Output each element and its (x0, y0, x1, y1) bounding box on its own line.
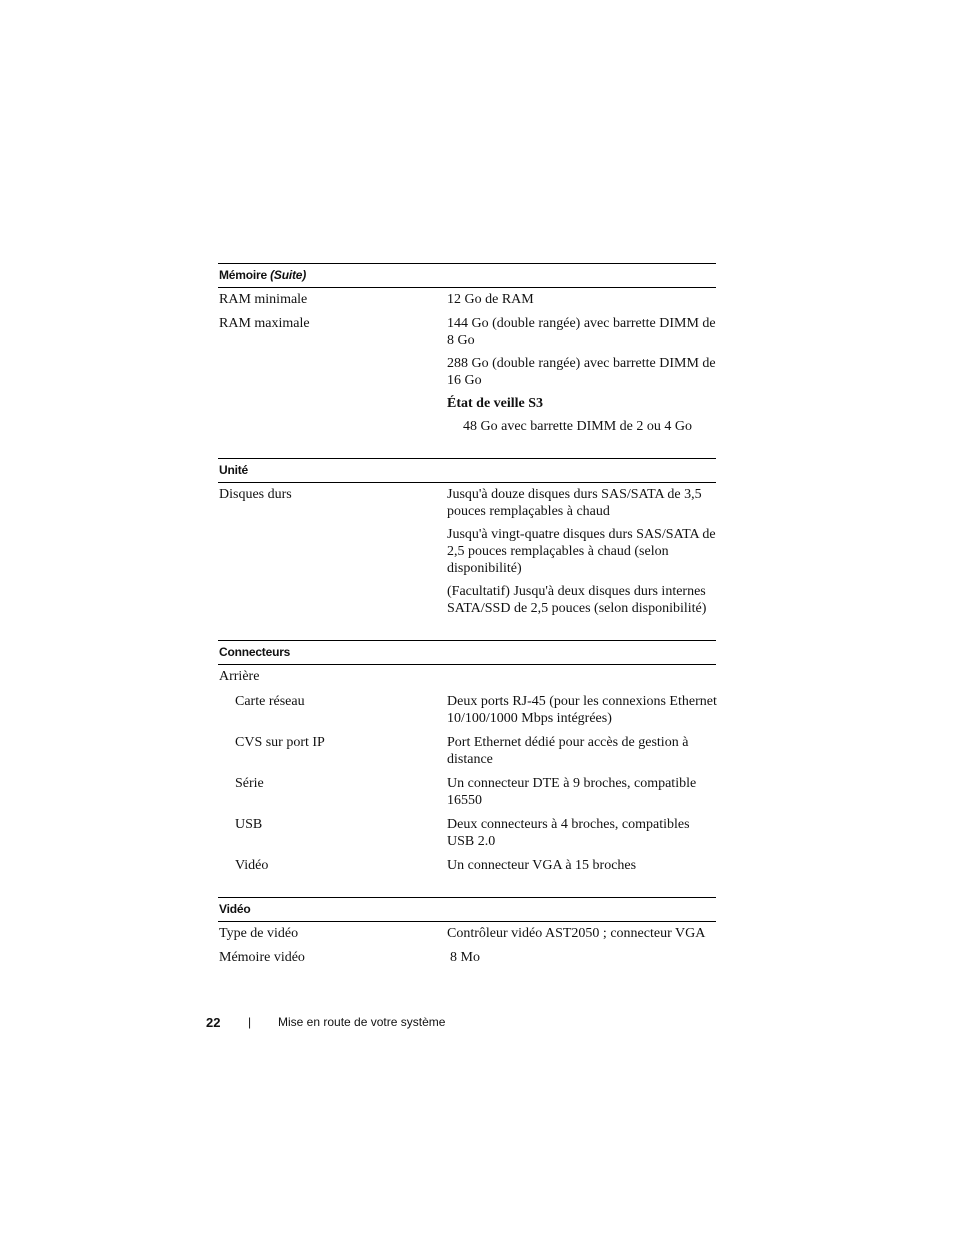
section-heading-memoire (218, 263, 716, 288)
page-number: 22 (206, 1015, 221, 1030)
spec-row-disques-durs (218, 486, 716, 617)
spec-row-type-de-video (218, 925, 716, 942)
spec-row-video (218, 857, 716, 874)
spec-value: Un connecteur DTE à 9 broches, compatible 16550 (447, 776, 697, 808)
spec-subheading-veille-s3: État de veille S3 (447, 396, 544, 411)
spec-value: Deux connecteurs à 4 broches, compatibles USB 2.0 (447, 817, 690, 849)
footer-title: Mise en route de votre système (278, 1015, 446, 1029)
section-unite (218, 458, 716, 640)
spec-label: Arrière (219, 669, 260, 684)
section-video (218, 897, 716, 989)
spec-value: Jusqu'à vingt-quatre disques durs SAS/SATA de 2,5 pouces remplaçables à chaud (selon disponibilité) (447, 527, 716, 576)
spec-value: 288 Go (double rangée) avec barrette DIMM de 16 Go (447, 356, 716, 388)
spec-value: Port Ethernet dédié pour accès de gestion à distance (447, 735, 689, 767)
spec-label: RAM maximale (219, 316, 310, 331)
section-heading-unite (218, 458, 716, 483)
spec-row-usb (218, 816, 716, 850)
spec-row-serie (218, 775, 716, 809)
spec-label: Mémoire vidéo (219, 950, 305, 965)
spec-label: Série (235, 776, 264, 791)
spec-row-ram-maximale (218, 315, 716, 435)
section-title: Unité (219, 463, 249, 477)
spec-row-memoire-video (218, 949, 716, 966)
spec-value: Contrôleur vidéo AST2050 ; connecteur VGA (447, 926, 706, 941)
spec-row-carte-reseau (218, 693, 716, 727)
spec-row-cvs-sur-port-ip (218, 734, 716, 768)
spec-value: Un connecteur VGA à 15 broches (447, 858, 637, 873)
section-connecteurs (218, 640, 716, 897)
spec-subheading-arriere (218, 668, 716, 685)
spec-value: (Facultatif) Jusqu'à deux disques durs internes SATA/SSD de 2,5 pouces (selon disponibilité) (447, 584, 707, 616)
section-title-suffix: (Suite) (270, 268, 307, 282)
page-footer (206, 1015, 606, 1033)
spec-label: Type de vidéo (219, 926, 299, 941)
section-title: Vidéo (219, 902, 251, 916)
footer-separator: | (248, 1015, 252, 1029)
spec-label: Carte réseau (235, 694, 305, 709)
spec-label: CVS sur port IP (235, 735, 325, 750)
spec-value: Deux ports RJ-45 (pour les connexions Ethernet 10/100/1000 Mbps intégrées) (447, 694, 717, 726)
spec-label: Disques durs (219, 487, 292, 502)
spec-value: Jusqu'à douze disques durs SAS/SATA de 3,5 pouces remplaçables à chaud (447, 487, 702, 519)
spec-label: RAM minimale (219, 292, 308, 307)
section-heading-video (218, 897, 716, 922)
spec-value: 48 Go avec barrette DIMM de 2 ou 4 Go (463, 419, 692, 434)
spec-value: 8 Mo (450, 950, 480, 965)
spec-label: Vidéo (235, 858, 269, 873)
section-title: Mémoire (219, 268, 267, 282)
spec-row-ram-minimale (218, 291, 716, 308)
section-title: Connecteurs (219, 645, 291, 659)
spec-value: 12 Go de RAM (447, 292, 534, 307)
section-memoire (218, 263, 716, 458)
spec-value: 144 Go (double rangée) avec barrette DIMM de 8 Go (447, 316, 716, 348)
spec-label: USB (235, 817, 263, 832)
spec-table (218, 263, 716, 989)
section-heading-connecteurs (218, 640, 716, 665)
